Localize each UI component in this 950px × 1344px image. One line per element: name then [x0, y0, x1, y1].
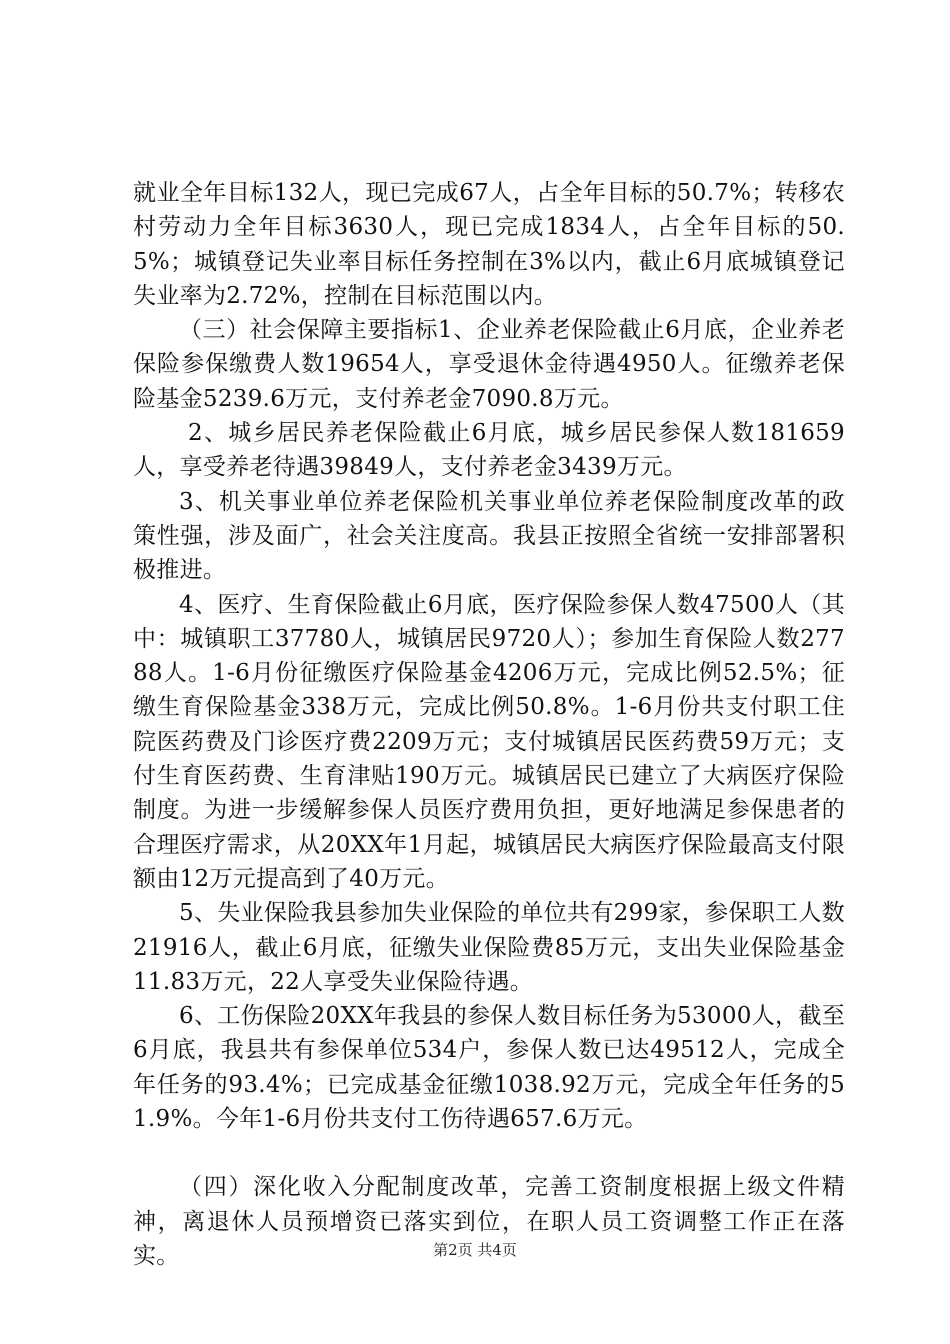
paragraph-rural-urban-pension: 2、城乡居民养老保险截止6月底，城乡居民参保人数181659人，享受养老待遇39849人，支付养老金3439万元。: [133, 420, 845, 481]
paragraph-social-security-enterprise-pension: （三）社会保障主要指标1、企业养老保险截止6月底，企业养老保险参保缴费人数19654人，享受退休金待遇4950人。征缴养老保险基金5239.6万元，支付养老金7090.8万元。: [133, 317, 845, 412]
page-number-footer: 第2页 共4页: [433, 1241, 517, 1259]
paragraph-unemployment: 5、失业保险我县参加失业保险的单位共有299家，参保职工人数21916人，截止6月底，征缴失业保险费85万元，支出失业保险基金11.83万元，22人享受失业保险待遇。: [133, 900, 845, 995]
paragraph-institution-pension: 3、机关事业单位养老保险机关事业单位养老保险制度改革的政策性强，涉及面广，社会关注度高。我县正按照全省统一安排部署积极推进。: [133, 488, 845, 584]
paragraph-gap: [133, 1136, 845, 1170]
paragraph-work-injury: 6、工伤保险20XX年我县的参保人数目标任务为53000人，截至6月底，我县共有参保单位534户，参保人数已达49512人，完成全年任务的93.4%；已完成基金征缴1038.92万元，完成全年任务的51.9%。今年1-6月份共支付工伤待遇657.6万元。: [133, 1003, 845, 1133]
paragraph-income-distribution: （四）深化收入分配制度改革，完善工资制度根据上级文件精神，离退休人员预增资已落实到位，在职人员工资调整工作正在落实。: [133, 1174, 845, 1269]
paragraph-medical-maternity: 4、医疗、生育保险截止6月底，医疗保险参保人数47500人（其中：城镇职工37780人，城镇居民9720人）；参加生育保险人数27788人。1-6月份征缴医疗保险基金4206万元，完成比例52.5%；征缴生育保险基金338万元，完成比例50.8%。1-6月份共支付职工住院医药费及门诊医疗费2209万元；支付城镇居民医药费59万元；支付生育医药费、生育津贴190万元。城镇居民已建立了大病医疗保险制度。为进一步缓解参保人员医疗费用负担，更好地满足参保患者的合理医疗需求，从20XX年1月起，城镇居民大病医疗保险最高支付限额由12万元提高到了40万元。: [133, 591, 845, 892]
paragraph-employment: 就业全年目标132人，现已完成67人，占全年目标的50.7%；转移农村劳动力全年目标3630人，现已完成1834人，占全年目标的50.5%；城镇登记失业率目标任务控制在3%以内，截止6月底城镇登记失业率为2.72%，控制在目标范围以内。: [133, 180, 845, 309]
document-body: [133, 176, 845, 1273]
